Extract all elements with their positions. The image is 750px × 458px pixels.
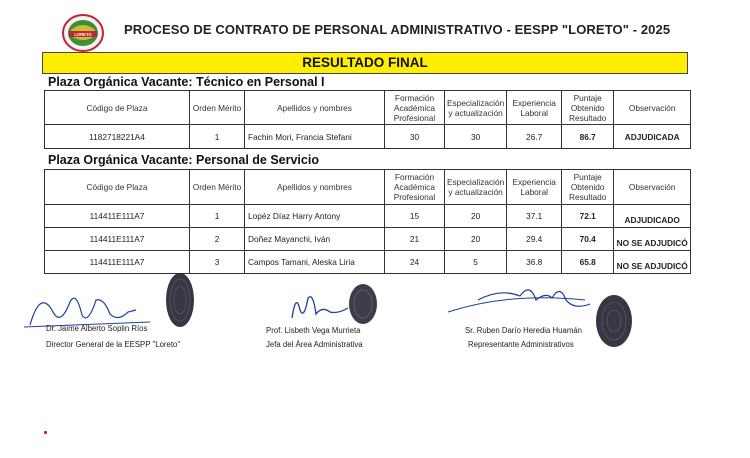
cell-code: 1182718221A4 <box>45 125 190 149</box>
col-header: Apellidos y nombres <box>245 170 385 205</box>
cell-code: 114411E111A7 <box>45 251 190 274</box>
cell-order: 2 <box>190 228 245 251</box>
signer-3-role: Representante Administrativos <box>468 340 574 349</box>
cell-formacion: 21 <box>385 228 445 251</box>
cell-especializacion: 20 <box>445 228 507 251</box>
signer-2-role: Jefa del Área Administrativa <box>266 340 363 349</box>
cell-name: Fachin Mori, Francia Stefani <box>245 125 385 149</box>
cell-puntaje: 65.8 <box>562 251 614 274</box>
cell-formacion: 24 <box>385 251 445 274</box>
col-header: Experiencia Laboral <box>507 170 562 205</box>
signer-2-name: Prof. Lisbeth Vega Murrieta <box>266 326 361 335</box>
table-row <box>45 205 691 228</box>
cell-observacion: NO SE ADJUDICÓ <box>614 251 691 274</box>
red-ink-dot <box>44 431 47 434</box>
table-row <box>45 125 691 149</box>
col-header: Puntaje Obtenido Resultado <box>562 91 614 125</box>
col-header: Observación <box>614 91 691 125</box>
signer-3-name: Sr. Ruben Darío Heredia Huamán <box>465 326 583 335</box>
col-header: Observación <box>614 170 691 205</box>
cell-order: 1 <box>190 205 245 228</box>
cell-experiencia: 36.8 <box>507 251 562 274</box>
cell-name: Doñez Mayanchi, Iván <box>245 228 385 251</box>
institution-logo <box>62 14 104 52</box>
cell-experiencia: 37.1 <box>507 205 562 228</box>
col-header: Código de Plaza <box>45 170 190 205</box>
signature-2-scribble <box>292 297 348 318</box>
cell-formacion: 30 <box>385 125 445 149</box>
signer-1-role: Director General de la EESPP "Loreto" <box>46 340 181 349</box>
signatures-area <box>0 270 750 370</box>
col-header: Experiencia Laboral <box>507 91 562 125</box>
table-header-row <box>45 91 691 125</box>
cell-name: Campos Tamani, Aleska Liria <box>245 251 385 274</box>
table-row <box>45 228 691 251</box>
cell-especializacion: 20 <box>445 205 507 228</box>
fingerprint-3 <box>596 295 632 347</box>
cell-order: 3 <box>190 251 245 274</box>
cell-observacion: ADJUDICADA <box>614 125 691 149</box>
cell-puntaje: 70.4 <box>562 228 614 251</box>
section-title-servicio: Plaza Orgánica Vacante: Personal de Servicio <box>48 153 319 167</box>
cell-name: Lopéz Díaz Harry Antony <box>245 205 385 228</box>
col-header: Puntaje Obtenido Resultado <box>562 170 614 205</box>
cell-experiencia: 26.7 <box>507 125 562 149</box>
cell-observacion: NO SE ADJUDICÓ <box>614 228 691 251</box>
signer-1-name: Dr. Jaime Alberto Soplin Ríos <box>46 324 148 333</box>
table-header-row <box>45 170 691 205</box>
cell-puntaje: 86.7 <box>562 125 614 149</box>
col-header: Formación Académica Profesional <box>385 91 445 125</box>
page-title: PROCESO DE CONTRATO DE PERSONAL ADMINISTRATIVO - EESPP "LORETO" - 2025 <box>124 22 671 37</box>
cell-order: 1 <box>190 125 245 149</box>
logo-text: LORETO <box>74 32 92 37</box>
col-header: Orden Mérito <box>190 170 245 205</box>
section-title-tecnico: Plaza Orgánica Vacante: Técnico en Personal I <box>48 75 325 89</box>
cell-especializacion: 30 <box>445 125 507 149</box>
results-table-tecnico <box>44 90 691 149</box>
col-header: Especialización y actualización <box>445 91 507 125</box>
cell-formacion: 15 <box>385 205 445 228</box>
cell-code: 114411E111A7 <box>45 205 190 228</box>
cell-observacion: ADJUDICADO <box>614 205 691 228</box>
col-header: Código de Plaza <box>45 91 190 125</box>
col-header: Orden Mérito <box>190 91 245 125</box>
cell-especializacion: 5 <box>445 251 507 274</box>
col-header: Formación Académica Profesional <box>385 170 445 205</box>
cell-puntaje: 72.1 <box>562 205 614 228</box>
cell-code: 114411E111A7 <box>45 228 190 251</box>
signature-1-scribble <box>30 298 136 325</box>
col-header: Especialización y actualización <box>445 170 507 205</box>
cell-experiencia: 29.4 <box>507 228 562 251</box>
results-table-servicio <box>44 169 691 274</box>
result-banner: RESULTADO FINAL <box>42 52 688 74</box>
col-header: Apellidos y nombres <box>245 91 385 125</box>
